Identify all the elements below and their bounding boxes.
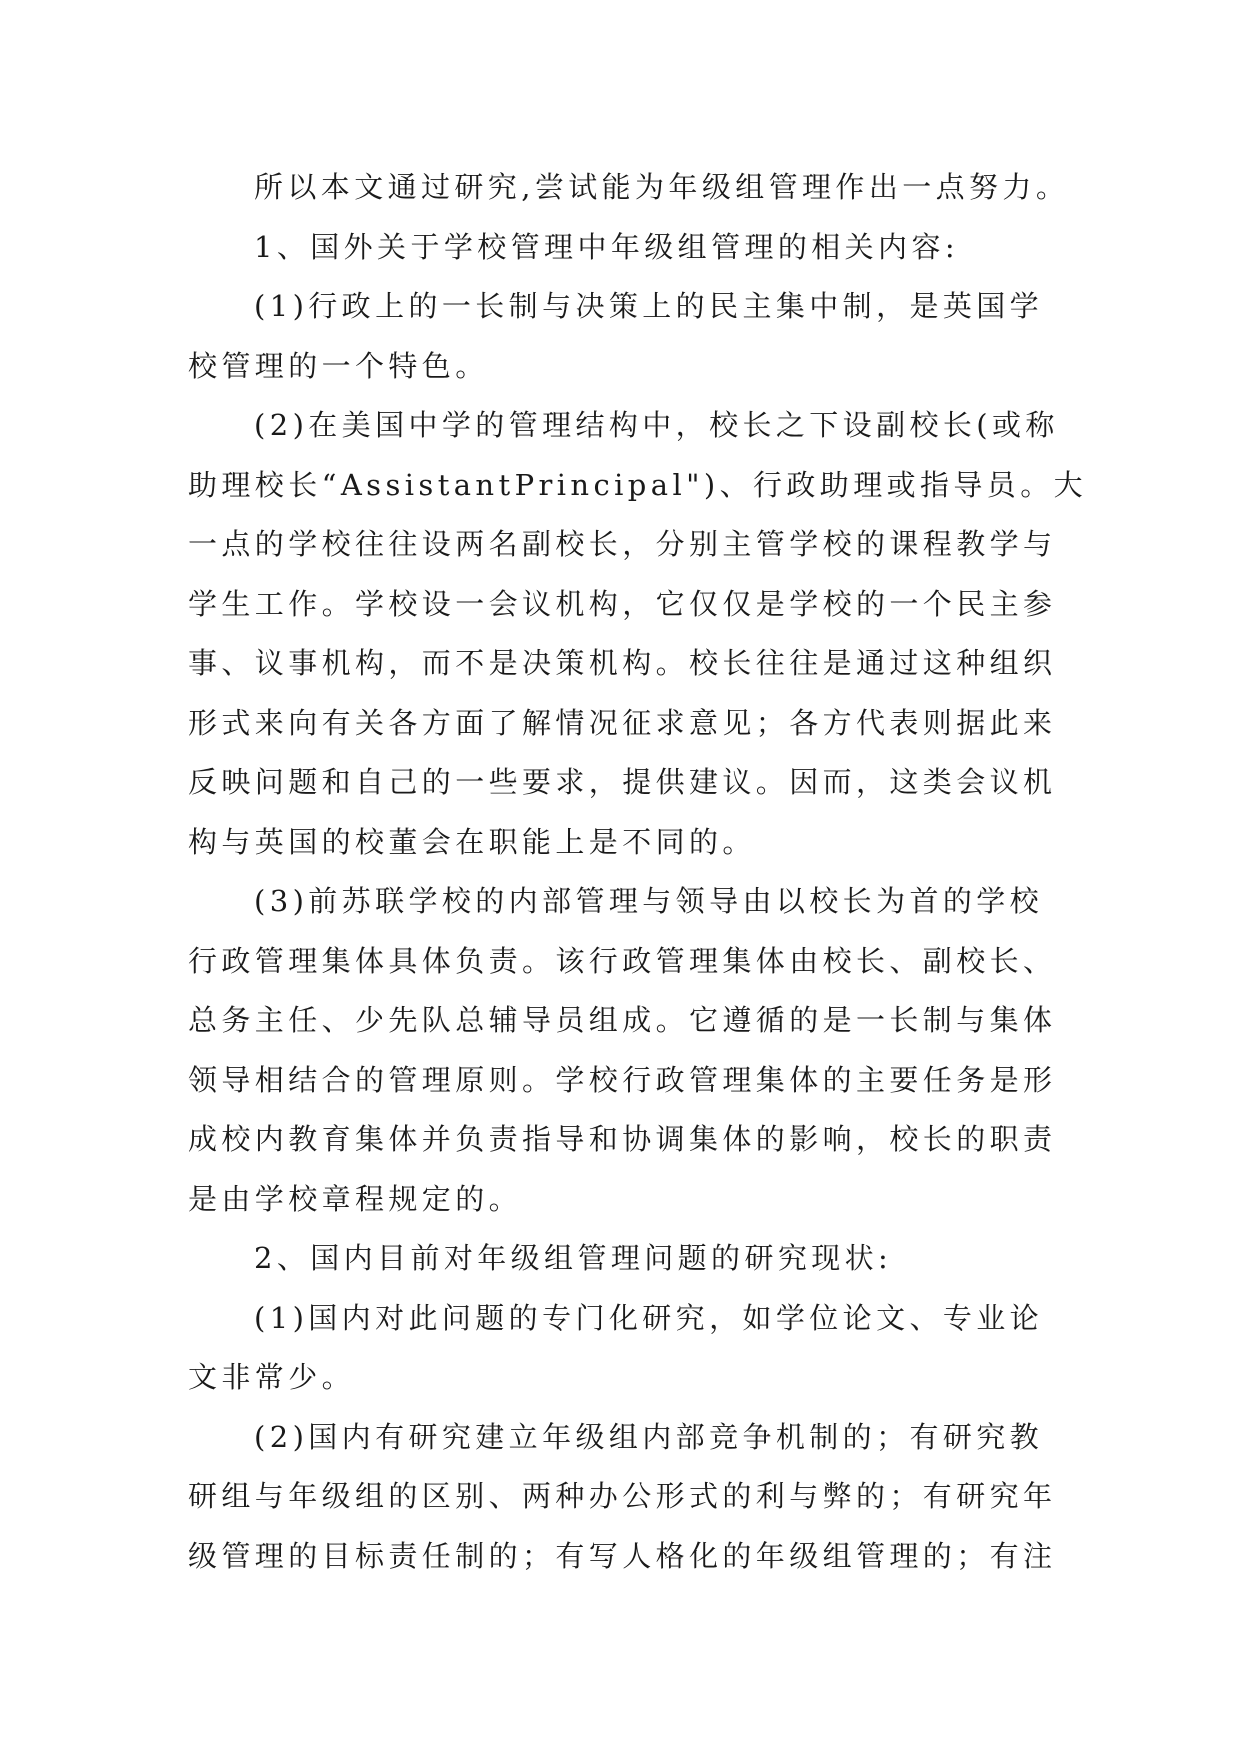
text-line: 文非常少。 bbox=[188, 1360, 356, 1394]
text-line: 是由学校章程规定的。 bbox=[188, 1181, 523, 1216]
section-heading: 2、国内目前对年级组管理问题的研究现状: bbox=[254, 1241, 893, 1275]
text-line: 事、议事机构，而不是决策机构。校长往往是通过这种组织 bbox=[188, 646, 1057, 680]
text-line: (2)在美国中学的管理结构中，校长之下设副校长(或称 bbox=[254, 408, 1059, 442]
text-line: 研组与年级组的区别、两种办公形式的利与弊的；有研究年 bbox=[188, 1479, 1057, 1513]
text-line: (1)国内对此问题的专门化研究，如学位论文、专业论 bbox=[254, 1300, 1044, 1335]
text-line: 总务主任、少先队总辅导员组成。它遵循的是一长制与集体 bbox=[188, 1003, 1057, 1037]
text-line: (1)行政上的一长制与决策上的民主集中制，是英国学 bbox=[254, 289, 1044, 323]
section-heading: 1、国外关于学校管理中年级组管理的相关内容: bbox=[254, 229, 960, 264]
text-line: 所以本文通过研究,尝试能为年级组管理作出一点努力。 bbox=[254, 170, 1070, 204]
text-line: (3)前苏联学校的内部管理与领导由以校长为首的学校 bbox=[254, 884, 1044, 918]
text-line: 一点的学校往往设两名副校长，分别主管学校的课程教学与 bbox=[188, 527, 1057, 561]
text-line: (2)国内有研究建立年级组内部竞争机制的；有研究教 bbox=[254, 1419, 1044, 1454]
text-line: 成校内教育集体并负责指导和协调集体的影响，校长的职责 bbox=[188, 1122, 1057, 1156]
body-text bbox=[188, 158, 1087, 1586]
text-line: 校管理的一个特色。 bbox=[188, 348, 489, 383]
text-line: 助理校长“AssistantPrincipal")、行政助理或指导员。大 bbox=[188, 467, 1087, 502]
text-line: 领导相结合的管理原则。学校行政管理集体的主要任务是形 bbox=[188, 1062, 1057, 1097]
text-line: 级管理的目标责任制的；有写人格化的年级组管理的；有注 bbox=[188, 1538, 1057, 1573]
text-line: 形式来向有关各方面了解情况征求意见；各方代表则据此来 bbox=[188, 705, 1057, 740]
text-line: 行政管理集体具体负责。该行政管理集体由校长、副校长、 bbox=[188, 943, 1057, 978]
text-line: 反映问题和自己的一些要求，提供建议。因而，这类会议机 bbox=[188, 765, 1057, 799]
text-line: 构与英国的校董会在职能上是不同的。 bbox=[188, 824, 756, 859]
text-line: 学生工作。学校设一会议机构，它仅仅是学校的一个民主参 bbox=[188, 586, 1057, 621]
